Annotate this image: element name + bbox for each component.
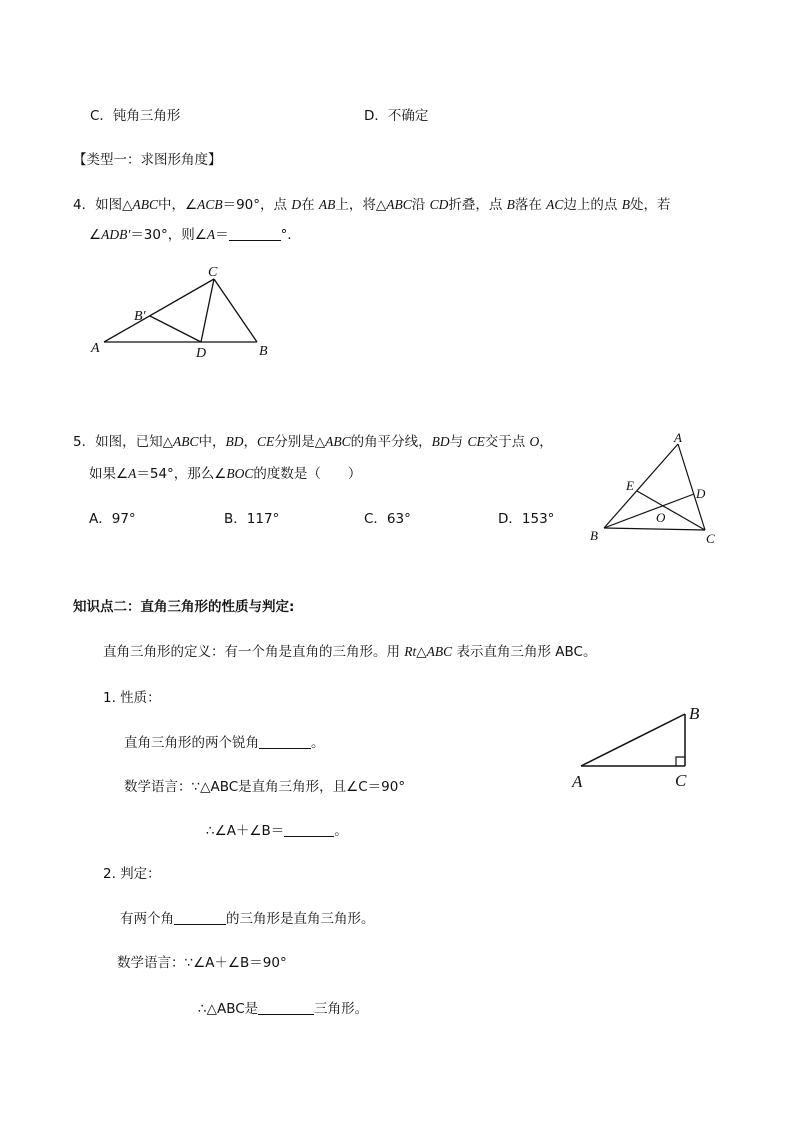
label-c: C xyxy=(675,771,687,790)
q4-triangle-figure xyxy=(80,260,300,370)
property-heading: 1. 性质： xyxy=(103,690,161,706)
answer-blank xyxy=(258,1000,314,1015)
answer-blank xyxy=(259,734,311,749)
q5-option-c: C．63° xyxy=(364,511,411,527)
label-d: D xyxy=(196,346,207,361)
label-d: D xyxy=(696,486,706,501)
section-heading: 【类型一：求图形角度】 xyxy=(73,152,222,168)
kp2-title: 知识点二：直角三角形的性质与判定: xyxy=(73,599,295,615)
label-a: A xyxy=(572,772,583,791)
q4-line-1: 4．如图△ABC中，∠ACB＝90°，点 D在 AB上，将△ABC沿 CD折叠，点 B落在 AC边上的点 B处，若 xyxy=(73,197,671,213)
criterion-therefore: ∴△ABC是 三角形。 xyxy=(198,1001,369,1017)
property-therefore: ∴∠A＋∠B＝ 。 xyxy=(206,823,348,839)
label-c: C xyxy=(208,265,218,280)
criterion-math: 数学语言：∵∠A＋∠B＝90° xyxy=(117,955,287,971)
criterion-statement: 有两个角 的三角形是直角三角形。 xyxy=(120,911,375,927)
label-o: O xyxy=(656,510,666,525)
label-b: B xyxy=(590,528,598,543)
q5-line-2: 如果∠A＝54°，那么∠BOC的度数是（ ） xyxy=(89,466,362,482)
label-a: A xyxy=(91,341,100,356)
answer-blank xyxy=(174,910,226,925)
kp2-definition: 直角三角形的定义：有一个角是直角的三角形。用 Rt△ABC 表示直角三角形 ABC。 xyxy=(103,644,597,660)
property-math: 数学语言：∵△ABC是直角三角形，且∠C＝90° xyxy=(124,779,406,795)
q5-triangle-figure xyxy=(580,428,730,553)
criterion-heading: 2. 判定： xyxy=(103,866,161,882)
label-c: C xyxy=(706,531,715,546)
label-a: A xyxy=(674,430,682,445)
label-e: E xyxy=(626,478,634,493)
label-b: B xyxy=(259,344,268,359)
q5-option-b: B．117° xyxy=(224,511,280,527)
answer-blank xyxy=(284,822,334,837)
property-statement: 直角三角形的两个锐角 。 xyxy=(124,735,325,751)
q5-line-1: 5．如图，已知△ABC中，BD，CE分别是△ABC的角平分线，BD与 CE交于点 O， xyxy=(73,434,553,450)
right-triangle-figure xyxy=(565,700,715,795)
option-c: C．钝角三角形 xyxy=(90,108,181,124)
q4-line-2: ∠ADB′＝30°，则∠A＝ °． xyxy=(89,227,301,243)
q5-option-a: A．97° xyxy=(89,511,136,527)
answer-blank xyxy=(229,226,281,241)
label-b-prime: B′ xyxy=(134,309,146,324)
q5-option-d: D．153° xyxy=(498,511,555,527)
label-b: B xyxy=(689,704,700,723)
option-d: D．不确定 xyxy=(364,108,429,124)
